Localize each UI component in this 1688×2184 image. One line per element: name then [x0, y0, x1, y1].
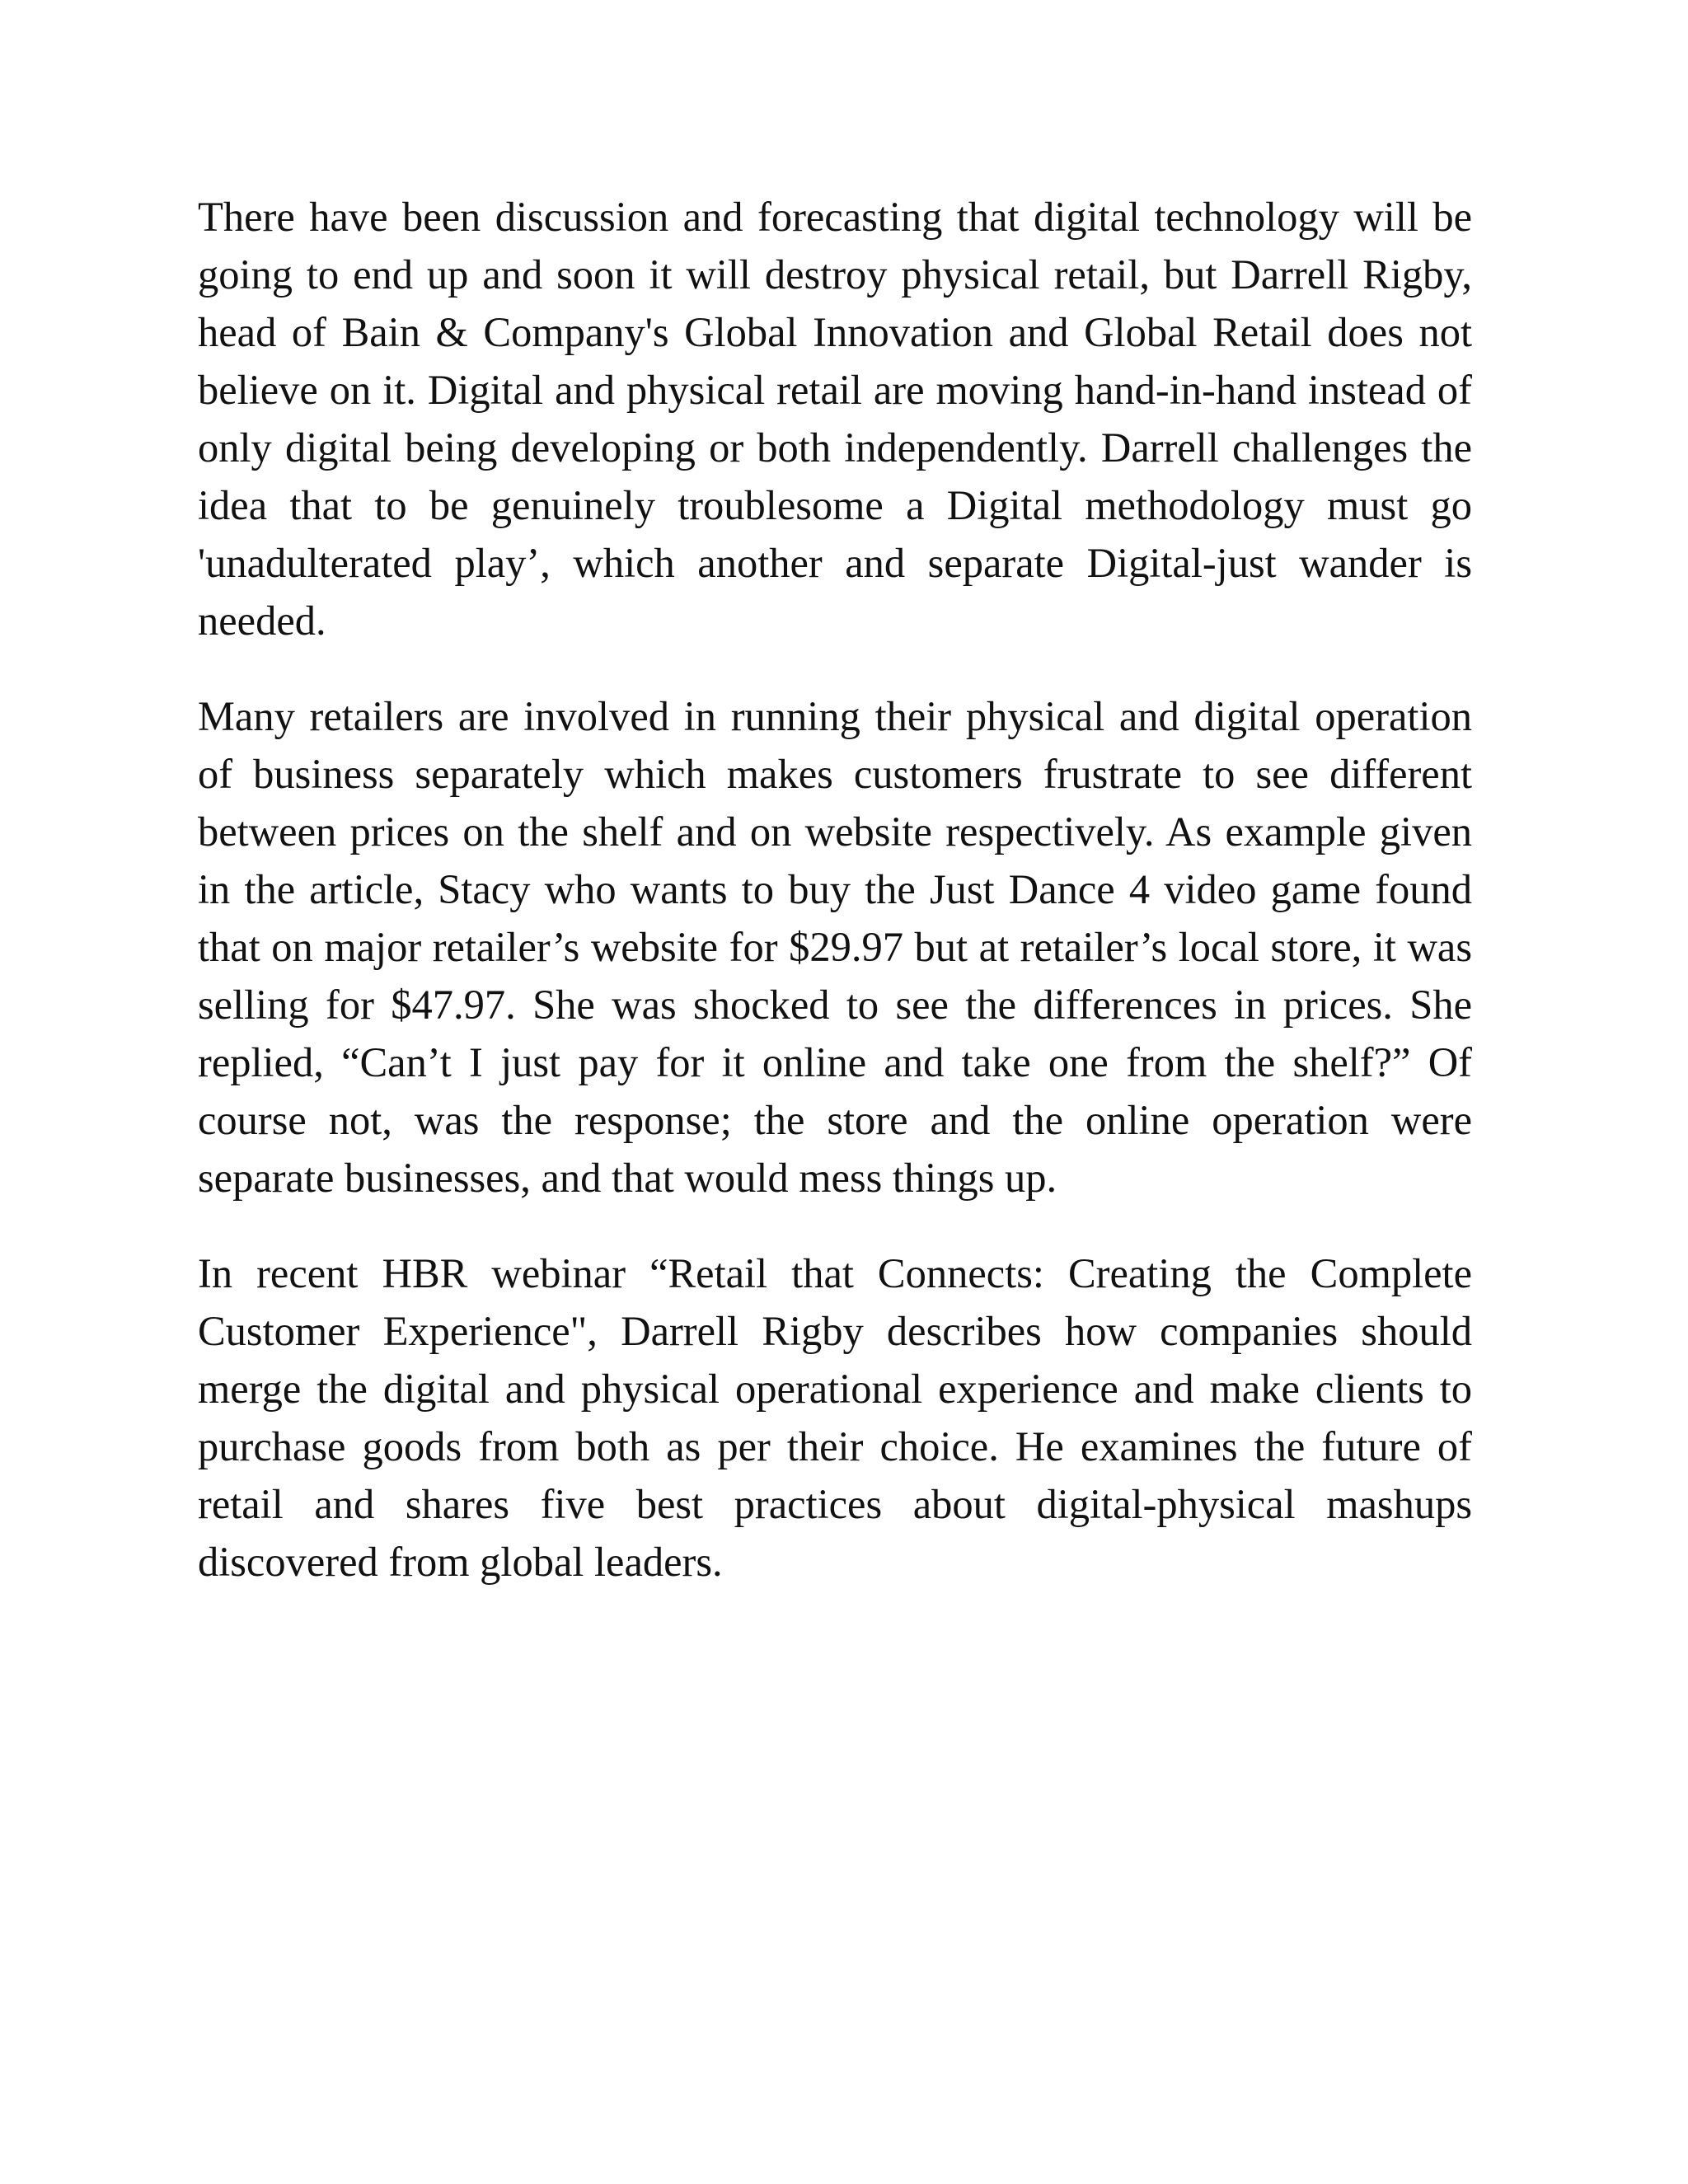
paragraph-1: There have been discussion and forecasting that digital technology will be going to end up and soon it will destroy physical retail, but Darrell Rigby, head of Bain & Company's Global Innovation and Global Retail does not believe on it. Digital and physical retail are moving hand-in-hand instead of only digital being developing or both independently. Darrell challenges the idea that to be genuinely troublesome a Digital methodology must go 'unadulterated play’, which another and separate Digital-just wander is needed. — [198, 194, 1472, 644]
paragraph-2: Many retailers are involved in running their physical and digital operation of business separately which makes customers frustrate to see different between prices on the shelf and on website respectively. As example given in the article, Stacy who wants to buy the Just Dance 4 video game found that on major retailer’s website for $29.97 but at retailer’s local store, it was selling for $47.97. She was shocked to see the differences in prices. She replied, “Can’t I just pay for it online and take one from the shelf?” Of course not, was the response; the store and the online operation were separate businesses, and that would mess things up. — [198, 693, 1472, 1201]
paragraph-3: In recent HBR webinar “Retail that Connects: Creating the Complete Customer Experience", Darrell Rigby describes how companies should merge the digital and physical operational experience and make clients to purchase goods from both as per their choice. He examines the future of retail and shares five best practices about digital-physical mashups discovered from global leaders. — [198, 1250, 1472, 1585]
document-body — [198, 188, 1472, 1629]
